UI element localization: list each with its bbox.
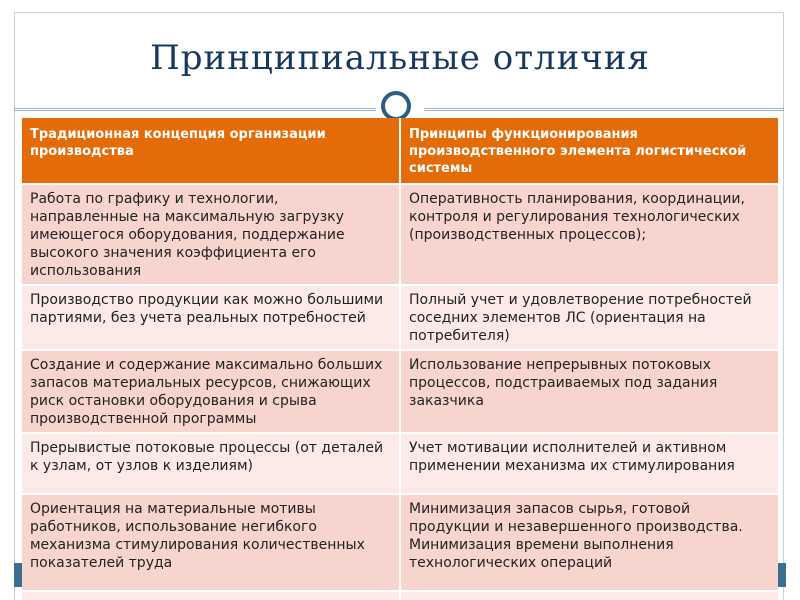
table-cell-logistic: Оперативность планирования, координации, контроля и регулирования технологических (производственных процессов); [400,184,778,285]
table-cell-traditional: Ориентация на материальные мотивы работников, использование негибкого механизма стимулирования количественных показателей труда [22,494,400,591]
title-divider-left [14,108,376,111]
table-cell-traditional: Работа по графику и технологии, направленные на максимальную загрузку имеющегося оборудования, поддержание высокого значения коэффициента его использования [22,184,400,285]
table-cell-logistic: Учет мотивации исполнителей и активном применении механизма их стимулирования [400,433,778,494]
table-cell-logistic: Использование непрерывных потоковых процессов, подстраиваемых под задания заказчика [400,350,778,433]
table-cell-traditional: Производство продукции как можно большими партиями, без учета реальных потребностей [22,285,400,350]
table-row [22,591,778,600]
left-accent-bar [14,563,22,587]
table-cell-logistic: Полный учет и удовлетворение потребностей соседних элементов ЛС (ориентация на потребителя) [400,285,778,350]
header-logistic-principles: Принципы функционирования производственного элемента логистической системы [400,118,778,184]
table-row [22,433,778,494]
table-cell-traditional: Прерывистые потоковые процессы (от деталей к узлам, от узлов к изделиям) [22,433,400,494]
ring-ornament-icon [381,91,411,121]
comparison-table [22,118,778,600]
table-cell-traditional [22,591,400,600]
table-header-row [22,118,778,184]
table-row [22,350,778,433]
table-cell-logistic [400,591,778,600]
table-row [22,285,778,350]
header-traditional-concept: Традиционная концепция организации производства [22,118,400,184]
title-divider-right [424,108,784,111]
table-row [22,494,778,591]
table-cell-logistic: Минимизация запасов сырья, готовой продукции и незавершенного производства. Минимизация времени выполнения технологических операций [400,494,778,591]
table-row [22,184,778,285]
table-cell-traditional: Создание и содержание максимально больших запасов материальных ресурсов, снижающих риск остановки оборудования и срыва производственной программы [22,350,400,433]
slide-title: Принципиальные отличия [150,38,650,78]
right-accent-bar [778,563,786,587]
